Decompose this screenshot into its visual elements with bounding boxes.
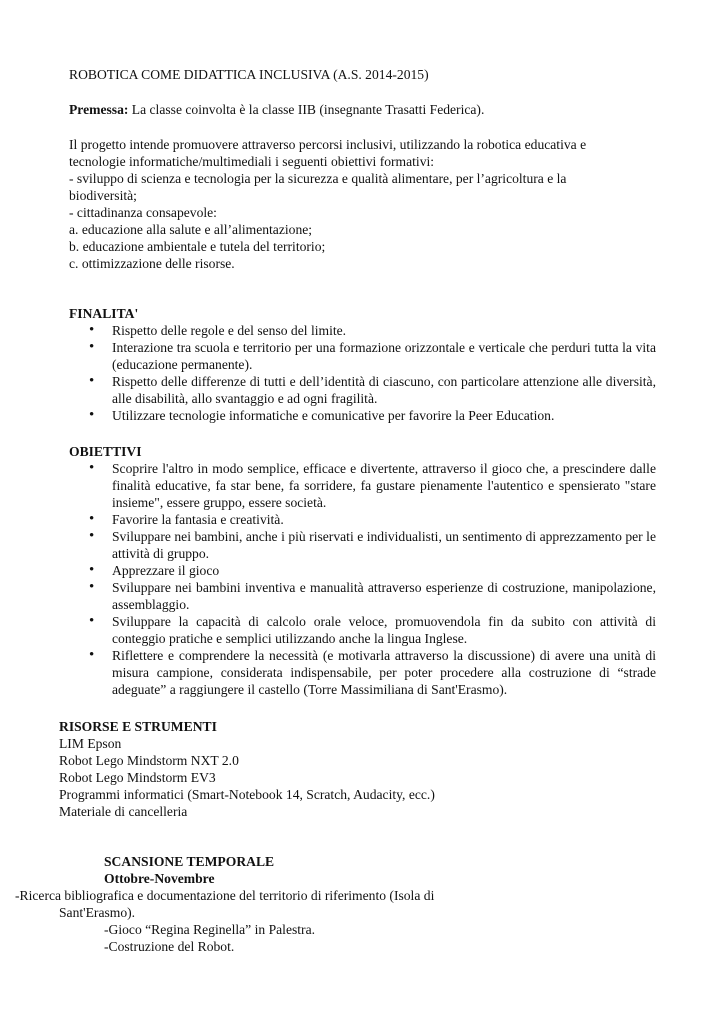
obiettivi-section (69, 443, 656, 698)
intro-line: c. ottimizzazione delle risorse. (69, 256, 235, 271)
list-item: • Rispetto delle differenze di tutti e dell’identità di ciascuno, con particolare attenzione alle diversità, alle disabilità, allo svantaggio e ad ogni fragilità. (69, 373, 656, 407)
list-item: • Favorire la fantasia e creatività. (69, 511, 656, 528)
list-item: Programmi informatici (Smart-Notebook 14, Scratch, Audacity, ecc.) (59, 787, 435, 802)
obiettivi-list (69, 460, 656, 698)
list-item: Materiale di cancelleria (59, 804, 188, 819)
finalita-list (69, 322, 656, 424)
finalita-section (69, 305, 656, 424)
scansione-heading: SCANSIONE TEMPORALE (104, 854, 275, 869)
ricerca-line: Sant'Erasmo). (59, 905, 136, 920)
list-item: • Sviluppare nei bambini inventiva e manualità attraverso esperienze di costruzione, manipolazione, assemblaggio. (69, 579, 656, 613)
list-item: • Sviluppare nei bambini, anche i più riservati e individualisti, un sentimento di apprezzamento per le attività di gruppo. (69, 528, 656, 562)
list-item: Robot Lego Mindstorm NXT 2.0 (59, 753, 239, 768)
risorse-heading: RISORSE E STRUMENTI (59, 719, 217, 734)
intro-paragraph (69, 136, 586, 272)
list-item: • Apprezzare il gioco (69, 562, 656, 579)
finalita-heading: FINALITA' (69, 306, 139, 321)
intro-line: b. educazione ambientale e tutela del territorio; (69, 239, 326, 254)
list-item: LIM Epson (59, 736, 122, 751)
list-item: • Riflettere e comprendere la necessità (e motivarla attraverso la discussione) di avere una unità di misura campione, considerata indispensabile, per poter procedere alla costruzione di “strade adeguate” a raggiungere il castello (Torre Massimiliana di Sant'Erasmo). (69, 647, 656, 698)
premessa-label: Premessa: (69, 102, 129, 117)
ricerca-line: -Ricerca bibliografica e documentazione del territorio di riferimento (Isola di (15, 888, 435, 903)
intro-line: - cittadinanza consapevole: (69, 205, 217, 220)
premessa-text: La classe coinvolta è la classe IIB (insegnante Trasatti Federica). (128, 102, 485, 117)
list-item: • Sviluppare la capacità di calcolo orale veloce, promuovendola fin da subito con attività di conteggio pratiche e semplici utilizzando anche la lingua Inglese. (69, 613, 656, 647)
intro-line: - sviluppo di scienza e tecnologia per la sicurezza e qualità alimentare, per l’agricoltura e la (69, 171, 567, 186)
intro-line: tecnologie informatiche/multimediali i seguenti obiettivi formativi: (69, 154, 435, 169)
list-item: • Utilizzare tecnologie informatiche e comunicative per favorire la Peer Education. (69, 407, 656, 424)
costruzione-line: -Costruzione del Robot. (104, 939, 235, 954)
intro-line: biodiversità; (69, 188, 137, 203)
intro-line: Il progetto intende promuovere attraverso percorsi inclusivi, utilizzando la robotica educativa e (69, 137, 587, 152)
list-item: • Scoprire l'altro in modo semplice, efficace e divertente, attraverso il gioco che, a prescindere dalle finalità educative, fa star bene, fa sorridere, fa gustare pienamente l'autentico e spensierato "stare insieme", essere gruppo, essere società. (69, 460, 656, 511)
list-item: Robot Lego Mindstorm EV3 (59, 770, 216, 785)
gioco-line: -Gioco “Regina Reginella” in Palestra. (104, 922, 316, 937)
list-item: • Interazione tra scuola e territorio per una formazione orizzontale e verticale che perduri tutta la vita (educazione permanente). (69, 339, 656, 373)
scansione-period: Ottobre-Novembre (104, 871, 215, 886)
risorse-section (59, 718, 435, 820)
obiettivi-heading: OBIETTIVI (69, 444, 142, 459)
premessa-paragraph (69, 101, 484, 118)
document-title: ROBOTICA COME DIDATTICA INCLUSIVA (A.S. 2014-2015) (69, 67, 429, 82)
intro-line: a. educazione alla salute e all’alimentazione; (69, 222, 313, 237)
list-item: • Rispetto delle regole e del senso del limite. (69, 322, 656, 339)
